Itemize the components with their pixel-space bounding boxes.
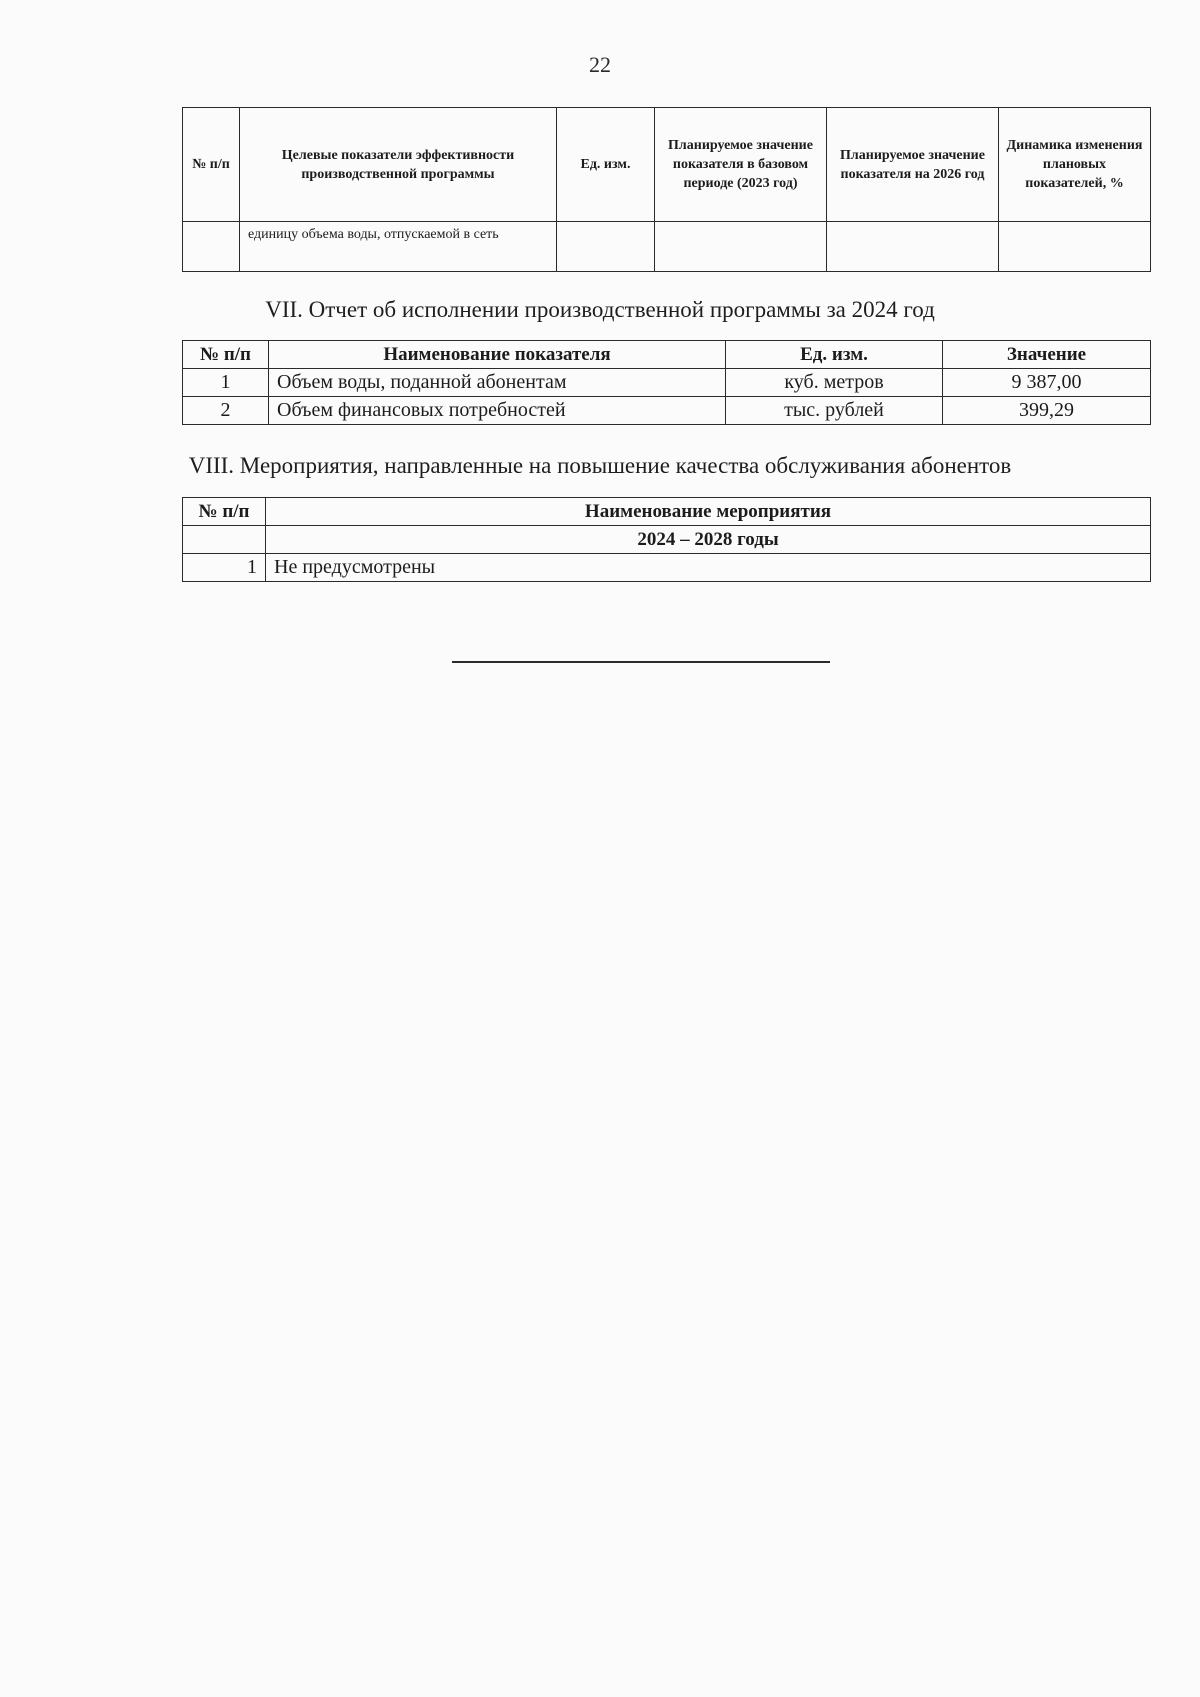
header-plan-2026: Планируемое значение показателя на 2026 год	[827, 108, 999, 222]
header-unit: Ед. изм.	[557, 108, 655, 222]
report-table	[182, 340, 1151, 425]
cell-indicator-name: Объем воды, поданной абонентам	[269, 369, 726, 397]
table-row	[183, 397, 1151, 425]
cell-empty	[183, 526, 266, 554]
header-measure-name: Наименование мероприятия	[266, 498, 1151, 526]
cell-unit	[557, 222, 655, 272]
header-num: № п/п	[183, 498, 266, 526]
cell-unit: тыс. рублей	[726, 397, 943, 425]
header-num: № п/п	[183, 108, 240, 222]
cell-num: 1	[183, 369, 269, 397]
closing-divider	[452, 661, 830, 663]
table-row	[183, 222, 1151, 272]
section7-title: VII. Отчет об исполнении производственной программы за 2024 год	[265, 297, 935, 322]
header-unit: Ед. изм.	[726, 341, 943, 369]
cell-unit: куб. метров	[726, 369, 943, 397]
table-row	[183, 554, 1151, 582]
header-indicator: Целевые показатели эффективности производственной программы	[240, 108, 557, 222]
cell-value: 399,29	[943, 397, 1151, 425]
header-base-value: Планируемое значение показателя в базовом периоде (2023 год)	[655, 108, 827, 222]
table-header-row	[183, 108, 1151, 222]
cell-dynamics	[999, 222, 1151, 272]
page-number: 22	[589, 52, 611, 77]
cell-num: 2	[183, 397, 269, 425]
table-header-row	[183, 498, 1151, 526]
measures-table	[182, 497, 1151, 582]
cell-num: 1	[183, 554, 266, 582]
header-num: № п/п	[183, 341, 269, 369]
cell-value: 9 387,00	[943, 369, 1151, 397]
section8-title: VIII. Мероприятия, направленные на повышение качества обслуживания абонентов	[188, 453, 1012, 478]
period-row	[183, 526, 1151, 554]
period-label: 2024 – 2028 годы	[266, 526, 1151, 554]
header-indicator-name: Наименование показателя	[269, 341, 726, 369]
cell-num	[183, 222, 240, 272]
header-dynamics: Динамика изменения плановых показателей, %	[999, 108, 1151, 222]
cell-plan-2026	[827, 222, 999, 272]
header-value: Значение	[943, 341, 1151, 369]
cell-indicator-name: Объем финансовых потребностей	[269, 397, 726, 425]
table-header-row	[183, 341, 1151, 369]
cell-base-value	[655, 222, 827, 272]
cell-measure-name: Не предусмотрены	[266, 554, 1151, 582]
cell-indicator: единицу объема воды, отпускаемой в сеть	[240, 222, 557, 272]
indicators-table	[182, 107, 1151, 272]
table-row	[183, 369, 1151, 397]
